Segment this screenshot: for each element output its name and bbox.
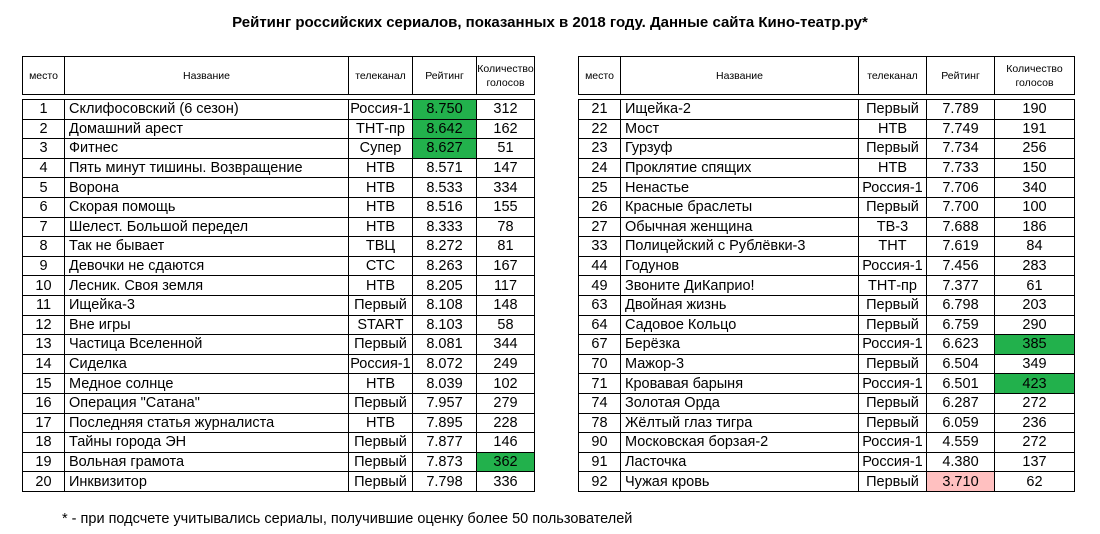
- table-row: [579, 237, 1075, 257]
- cell-channel: Россия-1: [859, 374, 927, 394]
- table-row: [579, 295, 1075, 315]
- cell-name: Ищейка-3: [65, 295, 349, 315]
- cell-place: 78: [579, 413, 621, 433]
- cell-place: 25: [579, 178, 621, 198]
- cell-name: Ищейка-2: [621, 100, 859, 120]
- cell-channel: Первый: [859, 100, 927, 120]
- cell-place: 27: [579, 217, 621, 237]
- table-row: [23, 158, 535, 178]
- cell-rating: 7.789: [927, 100, 995, 120]
- cell-rating: 6.059: [927, 413, 995, 433]
- table-row: [579, 119, 1075, 139]
- cell-votes: 100: [995, 197, 1075, 217]
- cell-channel: НТВ: [349, 374, 413, 394]
- cell-place: 18: [23, 433, 65, 453]
- cell-rating: 8.103: [413, 315, 477, 335]
- cell-place: 17: [23, 413, 65, 433]
- cell-votes: 81: [477, 237, 535, 257]
- cell-channel: Первый: [349, 393, 413, 413]
- cell-channel: ТВЦ: [349, 237, 413, 257]
- cell-votes: 148: [477, 295, 535, 315]
- cell-channel: НТВ: [349, 413, 413, 433]
- table-row: [579, 178, 1075, 198]
- table-row: [579, 139, 1075, 159]
- cell-votes: 312: [477, 100, 535, 120]
- cell-place: 92: [579, 472, 621, 492]
- cell-votes: 272: [995, 433, 1075, 453]
- cell-place: 91: [579, 452, 621, 472]
- cell-place: 11: [23, 295, 65, 315]
- cell-channel: Первый: [349, 452, 413, 472]
- cell-name: Звоните ДиКаприо!: [621, 276, 859, 296]
- cell-channel: Первый: [859, 354, 927, 374]
- cell-name: Красные браслеты: [621, 197, 859, 217]
- cell-rating: 7.619: [927, 237, 995, 257]
- cell-rating: 7.798: [413, 472, 477, 492]
- cell-votes: 236: [995, 413, 1075, 433]
- cell-rating: 8.205: [413, 276, 477, 296]
- cell-name: Последняя статья журналиста: [65, 413, 349, 433]
- header-rating: Рейтинг: [413, 57, 477, 95]
- cell-votes: 228: [477, 413, 535, 433]
- cell-rating: 6.287: [927, 393, 995, 413]
- cell-name: Тайны города ЭН: [65, 433, 349, 453]
- cell-votes: 62: [995, 472, 1075, 492]
- header-channel: телеканал: [349, 57, 413, 95]
- cell-rating: 7.877: [413, 433, 477, 453]
- cell-votes: 362: [477, 452, 535, 472]
- cell-name: Сиделка: [65, 354, 349, 374]
- cell-rating: 4.380: [927, 452, 995, 472]
- table-row: [579, 197, 1075, 217]
- cell-name: Инквизитор: [65, 472, 349, 492]
- cell-channel: Россия-1: [350, 101, 411, 118]
- cell-votes: 334: [477, 178, 535, 198]
- cell-channel: Первый: [859, 413, 927, 433]
- table-row: [23, 139, 535, 159]
- cell-votes: 203: [995, 295, 1075, 315]
- cell-votes: 349: [995, 354, 1075, 374]
- cell-rating: 3.710: [927, 472, 995, 492]
- cell-votes: 117: [477, 276, 535, 296]
- table-row: [23, 393, 535, 413]
- cell-name: Частица Вселенной: [65, 335, 349, 355]
- cell-place: 19: [23, 452, 65, 472]
- cell-place: 4: [23, 158, 65, 178]
- cell-votes: 155: [477, 197, 535, 217]
- header-name: Название: [621, 57, 859, 95]
- table-row: [23, 178, 535, 198]
- cell-rating: 8.108: [413, 295, 477, 315]
- cell-place: 6: [23, 197, 65, 217]
- cell-name: Ненастье: [621, 178, 859, 198]
- cell-rating: 8.627: [413, 139, 477, 159]
- cell-votes: 283: [995, 256, 1075, 276]
- table-row: [23, 452, 535, 472]
- cell-channel: Россия-1: [859, 452, 927, 472]
- header-place: место: [579, 57, 621, 95]
- cell-rating: 6.504: [927, 354, 995, 374]
- cell-place: 16: [23, 393, 65, 413]
- cell-name: Так не бывает: [65, 237, 349, 257]
- cell-rating: 8.533: [413, 178, 477, 198]
- cell-name: Годунов: [621, 256, 859, 276]
- cell-channel: Первый: [349, 472, 413, 492]
- header-place: место: [23, 57, 65, 95]
- cell-channel: START: [349, 315, 413, 335]
- cell-channel: ТНТ-пр: [859, 276, 927, 296]
- cell-rating: 7.706: [927, 178, 995, 198]
- cell-votes: 190: [995, 100, 1075, 120]
- cell-name: Гурзуф: [621, 139, 859, 159]
- cell-name: Скорая помощь: [65, 197, 349, 217]
- cell-rating: 6.623: [927, 335, 995, 355]
- cell-votes: 51: [477, 139, 535, 159]
- table-row: [23, 413, 535, 433]
- cell-place: 44: [579, 256, 621, 276]
- cell-rating: 4.559: [927, 433, 995, 453]
- ratings-table-left: [22, 56, 535, 492]
- table-row: [579, 374, 1075, 394]
- cell-channel: Первый: [349, 433, 413, 453]
- cell-rating: 7.688: [927, 217, 995, 237]
- header-name: Название: [65, 57, 349, 95]
- table-row: [579, 413, 1075, 433]
- table-row: [23, 433, 535, 453]
- cell-place: 63: [579, 295, 621, 315]
- cell-votes: 423: [995, 374, 1075, 394]
- cell-name: Лесник. Своя земля: [65, 276, 349, 296]
- cell-channel: НТВ: [859, 158, 927, 178]
- cell-rating: 8.516: [413, 197, 477, 217]
- cell-place: 74: [579, 393, 621, 413]
- table-header-row: [23, 57, 535, 95]
- cell-name: Шелест. Большой передел: [65, 217, 349, 237]
- table-row: [23, 295, 535, 315]
- ratings-table-right: [578, 56, 1075, 492]
- cell-channel: Россия-1: [859, 335, 927, 355]
- cell-name: Мажор-3: [621, 354, 859, 374]
- cell-votes: 186: [995, 217, 1075, 237]
- cell-channel: СТС: [349, 256, 413, 276]
- cell-rating: 7.957: [413, 393, 477, 413]
- cell-place: 23: [579, 139, 621, 159]
- cell-channel: НТВ: [349, 158, 413, 178]
- cell-name: Кровавая барыня: [621, 374, 859, 394]
- cell-place: 7: [23, 217, 65, 237]
- cell-channel: ТНТ: [859, 237, 927, 257]
- cell-votes: 167: [477, 256, 535, 276]
- cell-votes: 290: [995, 315, 1075, 335]
- cell-name: Садовое Кольцо: [621, 315, 859, 335]
- cell-rating: 6.759: [927, 315, 995, 335]
- cell-rating: 6.501: [927, 374, 995, 394]
- cell-rating: 8.642: [413, 119, 477, 139]
- cell-votes: 336: [477, 472, 535, 492]
- cell-name: Ворона: [65, 178, 349, 198]
- cell-place: 14: [23, 354, 65, 374]
- cell-name: Операция "Сатана": [65, 393, 349, 413]
- cell-rating: 8.333: [413, 217, 477, 237]
- cell-place: 64: [579, 315, 621, 335]
- cell-name: Вольная грамота: [65, 452, 349, 472]
- cell-channel: ТВ-3: [859, 217, 927, 237]
- cell-votes: 137: [995, 452, 1075, 472]
- cell-name: Фитнес: [65, 139, 349, 159]
- cell-place: 67: [579, 335, 621, 355]
- cell-rating: 7.895: [413, 413, 477, 433]
- cell-votes: 150: [995, 158, 1075, 178]
- table-row: [23, 315, 535, 335]
- cell-votes: 146: [477, 433, 535, 453]
- table-row: [579, 217, 1075, 237]
- cell-name: Берёзка: [621, 335, 859, 355]
- cell-place: 20: [23, 472, 65, 492]
- cell-channel: НТВ: [349, 217, 413, 237]
- table-row: [23, 217, 535, 237]
- table-row: [579, 100, 1075, 120]
- cell-votes: 147: [477, 158, 535, 178]
- cell-name: Обычная женщина: [621, 217, 859, 237]
- table-row: [579, 472, 1075, 492]
- cell-place: 70: [579, 354, 621, 374]
- cell-channel: Первый: [859, 393, 927, 413]
- header-votes: Количество голосов: [477, 57, 535, 95]
- cell-channel: Первый: [859, 139, 927, 159]
- cell-rating: 8.081: [413, 335, 477, 355]
- cell-channel: Россия-1: [859, 433, 927, 453]
- table-row: [579, 354, 1075, 374]
- cell-rating: 7.749: [927, 119, 995, 139]
- table-row: [23, 100, 535, 120]
- cell-place: 13: [23, 335, 65, 355]
- cell-name: Московская борзая-2: [621, 433, 859, 453]
- table-row: [579, 433, 1075, 453]
- cell-channel: ТНТ-пр: [349, 119, 413, 139]
- cell-rating: 8.263: [413, 256, 477, 276]
- cell-rating: 7.377: [927, 276, 995, 296]
- cell-name: Чужая кровь: [621, 472, 859, 492]
- cell-rating: 7.873: [413, 452, 477, 472]
- cell-rating: 7.700: [927, 197, 995, 217]
- header-votes: Количество голосов: [995, 57, 1075, 95]
- cell-rating: 8.750: [413, 100, 477, 120]
- cell-name: Двойная жизнь: [621, 295, 859, 315]
- header-channel: телеканал: [859, 57, 927, 95]
- table-row: [579, 452, 1075, 472]
- cell-rating: 7.734: [927, 139, 995, 159]
- cell-name: Склифосовский (6 сезон): [65, 100, 349, 120]
- cell-name: Девочки не сдаются: [65, 256, 349, 276]
- header-rating: Рейтинг: [927, 57, 995, 95]
- cell-place: 1: [23, 100, 65, 120]
- cell-rating: 8.039: [413, 374, 477, 394]
- table-row: [23, 197, 535, 217]
- cell-rating: 6.798: [927, 295, 995, 315]
- cell-channel: Первый: [859, 472, 927, 492]
- cell-place: 49: [579, 276, 621, 296]
- cell-name: Домашний арест: [65, 119, 349, 139]
- cell-place: 15: [23, 374, 65, 394]
- cell-place: 90: [579, 433, 621, 453]
- cell-place: 3: [23, 139, 65, 159]
- cell-place: 22: [579, 119, 621, 139]
- cell-name: Полицейский с Рублёвки-3: [621, 237, 859, 257]
- cell-votes: 249: [477, 354, 535, 374]
- cell-channel: Первый: [349, 335, 413, 355]
- cell-channel: Первый: [859, 295, 927, 315]
- cell-place: 8: [23, 237, 65, 257]
- cell-channel: НТВ: [349, 276, 413, 296]
- table-row: [579, 256, 1075, 276]
- cell-votes: 340: [995, 178, 1075, 198]
- cell-votes: 279: [477, 393, 535, 413]
- cell-place: 71: [579, 374, 621, 394]
- cell-name: Медное солнце: [65, 374, 349, 394]
- cell-votes: 84: [995, 237, 1075, 257]
- cell-rating: 8.072: [413, 354, 477, 374]
- table-row: [23, 354, 535, 374]
- cell-channel: Первый: [859, 315, 927, 335]
- table-row: [579, 276, 1075, 296]
- cell-name: Проклятие спящих: [621, 158, 859, 178]
- cell-rating: 8.571: [413, 158, 477, 178]
- cell-votes: 61: [995, 276, 1075, 296]
- page-title: Рейтинг российских сериалов, показанных в 2018 году. Данные сайта Кино-театр.ру*: [232, 14, 868, 31]
- cell-rating: 7.733: [927, 158, 995, 178]
- footnote: * - при подсчете учитывались сериалы, получившие оценку более 50 пользователей: [62, 511, 633, 527]
- cell-name: Золотая Орда: [621, 393, 859, 413]
- cell-channel: НТВ: [859, 119, 927, 139]
- table-row: [579, 158, 1075, 178]
- cell-place: 2: [23, 119, 65, 139]
- table-row: [23, 237, 535, 257]
- table-row: [579, 393, 1075, 413]
- cell-place: 24: [579, 158, 621, 178]
- cell-name: Мост: [621, 119, 859, 139]
- cell-place: 33: [579, 237, 621, 257]
- table-row: [23, 256, 535, 276]
- cell-place: 21: [579, 100, 621, 120]
- table-row: [23, 472, 535, 492]
- cell-channel: Первый: [349, 295, 413, 315]
- table-row: [23, 276, 535, 296]
- cell-channel: НТВ: [349, 178, 413, 198]
- cell-votes: 162: [477, 119, 535, 139]
- cell-votes: 191: [995, 119, 1075, 139]
- cell-rating: 8.272: [413, 237, 477, 257]
- cell-name: Жёлтый глаз тигра: [621, 413, 859, 433]
- cell-channel: Россия-1: [859, 256, 927, 276]
- table-row: [579, 335, 1075, 355]
- cell-place: 5: [23, 178, 65, 198]
- cell-channel: Россия-1: [859, 178, 927, 198]
- cell-name: Ласточка: [621, 452, 859, 472]
- cell-rating: 7.456: [927, 256, 995, 276]
- table-row: [23, 335, 535, 355]
- cell-channel: Первый: [859, 197, 927, 217]
- cell-name: Пять минут тишины. Возвращение: [65, 158, 349, 178]
- cell-votes: 78: [477, 217, 535, 237]
- cell-channel: Россия-1: [350, 356, 411, 373]
- cell-place: 12: [23, 315, 65, 335]
- cell-votes: 102: [477, 374, 535, 394]
- table-row: [23, 374, 535, 394]
- table-row: [23, 119, 535, 139]
- table-header-row: [579, 57, 1075, 95]
- cell-votes: 272: [995, 393, 1075, 413]
- table-row: [579, 315, 1075, 335]
- cell-votes: 256: [995, 139, 1075, 159]
- cell-channel: Супер: [349, 139, 413, 159]
- cell-channel: НТВ: [349, 197, 413, 217]
- cell-votes: 385: [995, 335, 1075, 355]
- cell-votes: 344: [477, 335, 535, 355]
- cell-place: 26: [579, 197, 621, 217]
- cell-name: Вне игры: [65, 315, 349, 335]
- cell-place: 9: [23, 256, 65, 276]
- cell-votes: 58: [477, 315, 535, 335]
- cell-place: 10: [23, 276, 65, 296]
